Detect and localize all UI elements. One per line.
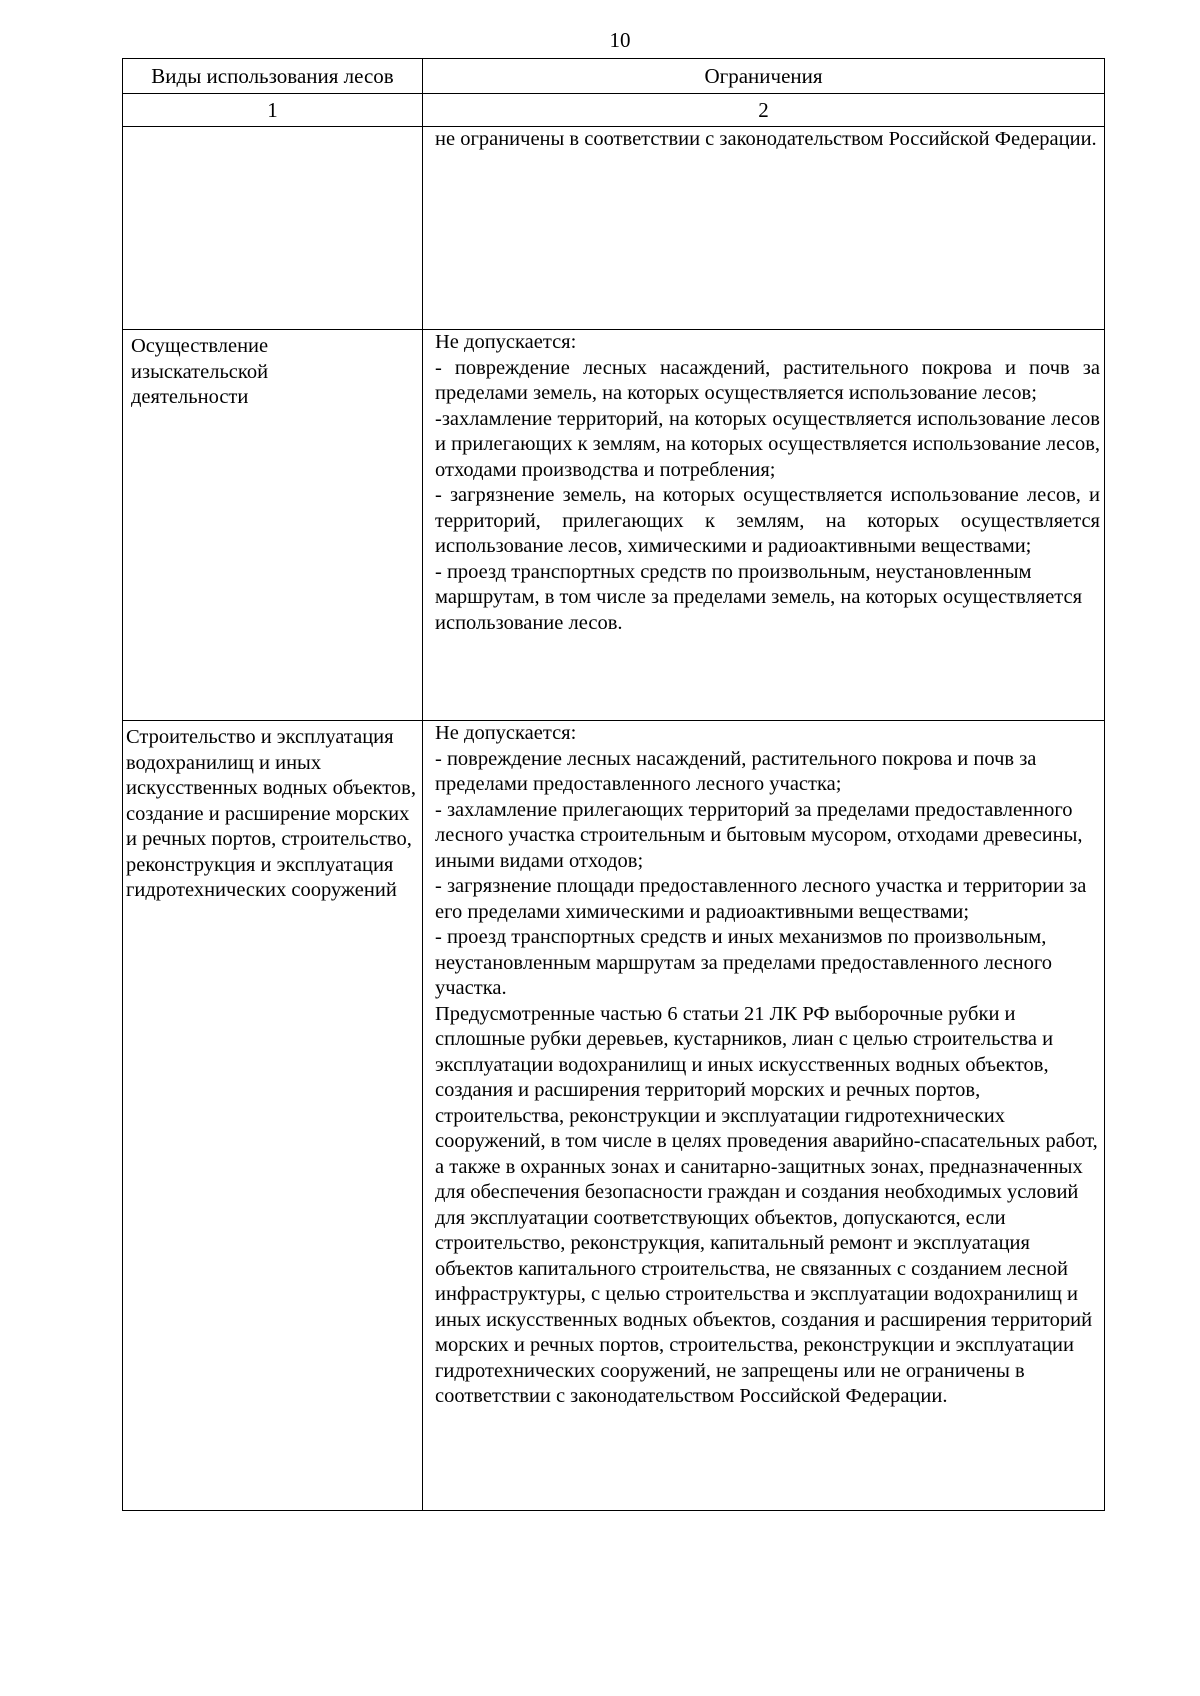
restriction-item: - повреждение лесных насаждений, растительного покрова и почв за пределами земель, на которых осуществляется использование лесов;: [435, 356, 1100, 404]
restriction-item: - загрязнение земель, на которых осуществляется использование лесов, и территорий, прилегающих к землям, на которых осуществляется использование лесов, химическими и радиоактивными веществами;: [435, 484, 1100, 557]
forest-use-text: Осуществление изыскательской деятельности: [131, 335, 269, 408]
restrictions-cell: [423, 330, 1105, 721]
column-number-row: [123, 94, 1105, 127]
column-number-2: 2: [423, 94, 1105, 127]
header-forest-use-types: Виды использования лесов: [123, 59, 423, 94]
table-row: [123, 127, 1105, 330]
forest-use-cell: [123, 721, 423, 1511]
restrictions-heading: Не допускается:: [435, 331, 577, 353]
forest-use-cell: [123, 330, 423, 721]
restriction-item: - проезд транспортных средств и иных механизмов по произвольным, неустановленным маршрутам за пределами предоставленного лесного участка.: [435, 926, 1053, 999]
forest-use-cell: [123, 127, 423, 330]
column-number-1: 1: [123, 94, 423, 127]
restrictions-heading: Не допускается:: [435, 722, 577, 744]
restriction-item: - проезд транспортных средств по произвольным, неустановленным маршрутам, в том числе за пределами земель, на которых осуществляется использование лесов.: [435, 560, 1083, 634]
table-row: [123, 330, 1105, 721]
restriction-item: -захламление территорий, на которых осуществляется использование лесов и прилегающих к землям, на которых осуществляется использование лесов, отходами производства и потребления;: [435, 407, 1100, 481]
restrictions-table: [122, 58, 1105, 1511]
restrictions-cell: [423, 721, 1105, 1511]
page-number: 10: [609, 28, 631, 52]
restriction-item: - загрязнение площади предоставленного лесного участка и территории за его пределами химическими и радиоактивными веществами;: [435, 875, 1087, 923]
restriction-item: - захламление прилегающих территорий за пределами предоставленного лесного участка строительным и бытовым мусором, отходами древесины, иными видами отходов;: [435, 798, 1083, 872]
table-header-row: [123, 59, 1105, 94]
restriction-item: - повреждение лесных насаждений, растительного покрова и почв за пределами предоставленного лесного участка;: [435, 747, 1037, 795]
restrictions-text: не ограничены в соответствии с законодательством Российской Федерации.: [435, 128, 1097, 150]
header-restrictions: Ограничения: [423, 59, 1105, 94]
restrictions-paragraph: Предусмотренные частью 6 статьи 21 ЛК РФ выборочные рубки и сплошные рубки деревьев, кустарников, лиан с целью строительства и эксплуатации водохранилищ и иных искусственных водных объектов, создания и расширения территорий морских и речных портов, строительства, реконструкции и эксплуатации гидротехнических сооружений, в том числе в целях проведения аварийно-спасательных работ, а также в охранных зонах и санитарно-защитных зонах, предназначенных для обеспечения безопасности граждан и создания необходимых условий для эксплуатации соответствующих объектов, допускаются, если строительство, реконструкция, капитальный ремонт и эксплуатация объектов капитального строительства, не связанных с созданием лесной инфраструктуры, с целью строительства и эксплуатации водохранилищ и иных искусственных водных объектов, создания и расширения территорий морских и речных портов, строительства, реконструкции и эксплуатации гидротехнических сооружений, не запрещены или не ограничены в соответствии с законодательством Российской Федерации.: [435, 1002, 1098, 1407]
forest-use-text: Строительство и эксплуатация водохранилищ и иных искусственных водных объектов, создание и расширение морских и речных портов, строительство, реконструкция и эксплуатация гидротехнических сооружений: [126, 726, 416, 901]
restrictions-cell: [423, 127, 1105, 330]
table-row: [123, 721, 1105, 1511]
